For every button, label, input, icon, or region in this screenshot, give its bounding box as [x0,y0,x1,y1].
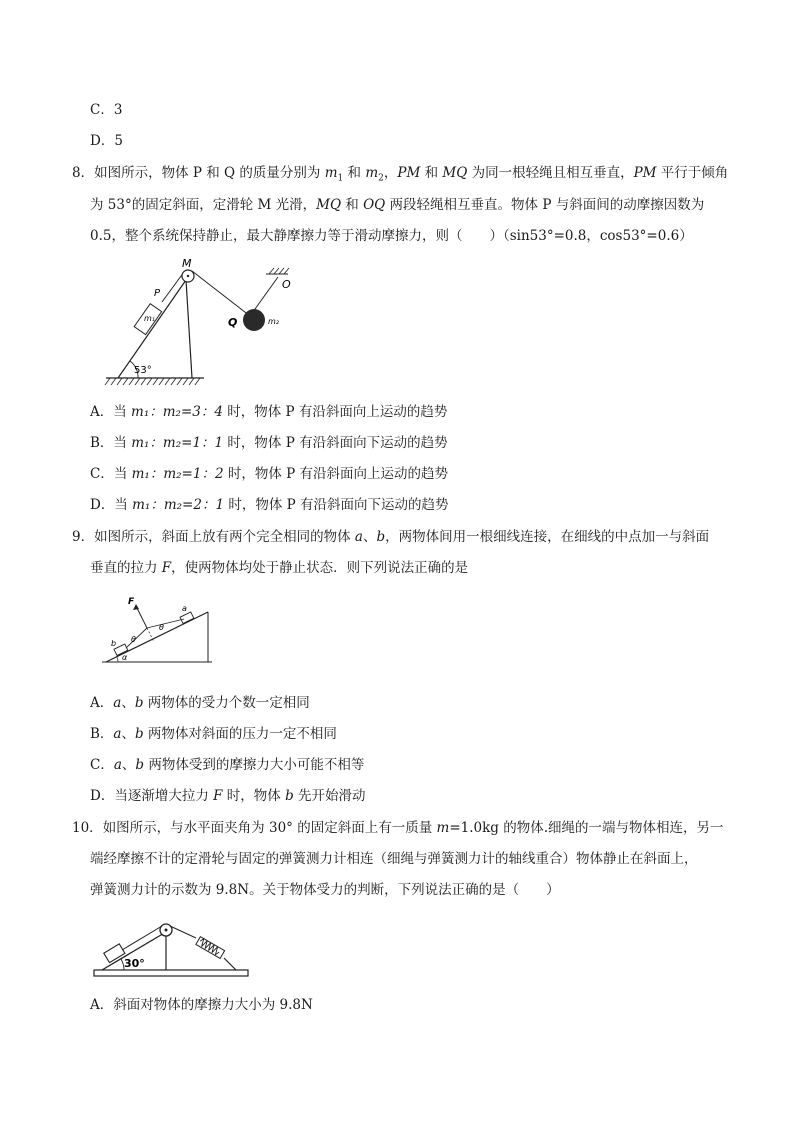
option-prefix: A． [90,695,114,711]
q10-text: 如图所示，与水平面夹角为 30° 的固定斜面上有一质量 [102,820,437,836]
q8-number: 8． [72,165,95,181]
q8-label-m: M [182,258,192,270]
q9-text: ，使两物体均处于静止状态．则下列说法正确的是 [171,560,469,576]
q9-label-f: F [128,597,135,607]
q8-m2: m [365,165,379,181]
q10-option-a: A．斜面对物体的摩擦力大小为 9.8N [90,997,313,1013]
q7-option-d: D．5 [90,133,123,149]
q10-angle-label: 30° [124,957,145,970]
q8-text: 为同一根轻绳且相互垂直， [467,165,634,181]
q8-stem-line-2 [90,196,704,214]
option-prefix: D．当 [90,497,133,513]
q9-option-a [90,694,310,712]
q9-text: ，两物体间用一根细线连接，在细线的中点加一与斜面 [385,529,710,545]
q9-stem-line-1 [72,528,709,546]
q10-m: m [436,820,450,836]
option-text: 时，物体 P 有沿斜面向下运动的趋势 [223,435,448,451]
q8-text: 两段轻绳相互垂直。物体 P 与斜面间的动摩擦因数为 [385,197,705,213]
q8-label-m2: m₂ [268,317,279,326]
option-var-f: F [213,788,223,804]
q8-pm: PM [633,165,657,181]
q8-label-m1: m₁ [144,314,155,323]
q8-text: 为 53°的固定斜面，定滑轮 M 光滑， [90,197,317,213]
q9-text: 、 [362,529,377,545]
option-var-b: b [134,726,144,742]
q9-option-c [90,756,364,774]
q9-figure [100,594,215,666]
option-ratio: m₁：m₂=3：4 [131,404,223,420]
q8-option-d [90,496,449,514]
q9-option-b [90,725,337,743]
option-text: 时，物体 P 有沿斜面向下运动的趋势 [224,497,449,513]
q9-stem-line-2 [90,559,468,577]
option-sep: 、 [121,757,136,773]
q8-label-q: Q [228,316,238,329]
option-text: 先开始滑动 [293,788,366,804]
q8-m1: m [324,165,338,181]
q8-mq: MQ [442,165,468,181]
option-var-a: a [113,726,122,742]
q8-option-c [90,465,448,483]
q8-stem-line-1 [72,164,728,188]
q8-m2-sub: 2 [378,173,384,184]
q10-text: =1.0kg 的物体.细绳的一端与物体相连，另一 [449,820,724,836]
q10-stem-line-1 [72,819,724,837]
q10-stem-line-2: 端经摩擦不计的定滑轮与固定的弹簧测力计相连（细绳与弹簧测力计的轴线重合）物体静止在斜面上， [90,851,698,867]
q9-option-d [90,787,366,805]
q8-label-o: O [282,278,291,291]
q8-mq: MQ [316,197,342,213]
option-var-b: b [135,757,145,773]
option-var-b: b [285,788,294,804]
option-prefix: A．当 [90,404,132,420]
q8-label-p: P [154,288,161,299]
option-text: 两物体的受力个数一定相同 [143,695,310,711]
option-sep: 、 [121,695,135,711]
q9-text: 垂直的拉力 [90,560,162,576]
q8-text: 如图所示，物体 P 和 Q 的质量分别为 [94,165,325,181]
q8-text: 和 [341,197,364,213]
q10-spring-scale [196,937,225,959]
q10-stem-line-3: 弹簧测力计的示数为 9.8N。关于物体受力的判断，下列说法正确的是（ ） [90,882,560,898]
q9-b: b [376,529,386,545]
option-ratio: m₁：m₂=2：1 [132,497,225,513]
q9-a: a [354,529,363,545]
option-text: 时，物体 P 有沿斜面向上运动的趋势 [223,466,449,482]
q10-figure [92,914,252,978]
option-prefix: B． [90,726,114,742]
option-var-b: b [134,695,144,711]
option-prefix: C． [90,757,114,773]
q10-base [94,970,248,976]
q8-text: 和 [420,165,443,181]
q9-label-theta-1: θ [131,635,136,644]
q8-angle-label: 53° [134,365,152,376]
q8-ball-q [243,309,265,331]
q8-stem-line-3: 0.5，整个系统保持静止，最大静摩擦力等于滑动摩擦力，则（ ）（sin53°=0.8，cos53°=0.6） [90,228,693,244]
q9-f: F [161,560,172,576]
option-text: D．当逐渐增大拉力 [90,788,214,804]
q8-text: 和 [343,165,366,181]
q9-label-theta-2: θ [159,623,164,632]
q9-label-a: a [182,604,187,613]
option-text: 时，物体 P 有沿斜面向上运动的趋势 [222,404,448,420]
q10-number: 10． [72,820,103,836]
q9-text: 如图所示，斜面上放有两个完全相同的物体 [94,529,355,545]
q8-m1-sub: 1 [337,173,344,184]
option-text: 两物体受到的摩擦力大小可能不相等 [144,757,365,773]
q8-text: ， [383,165,398,181]
q7-option-c: C．3 [90,102,123,118]
q8-oq: OQ [363,197,386,213]
q8-figure [100,258,310,388]
q9-block-a [180,612,194,624]
option-text: 时，物体 [222,788,286,804]
q8-pm: PM [397,165,421,181]
q8-text: 平行于倾角 [656,165,729,181]
option-text: 两物体对斜面的压力一定不相同 [143,726,337,742]
q8-option-b [90,434,448,452]
option-var-a: a [113,695,122,711]
option-prefix: C．当 [90,466,132,482]
option-ratio: m₁：m₂=1：2 [131,466,224,482]
q9-label-b: b [111,639,117,648]
option-var-a: a [113,757,122,773]
q9-number: 9． [72,529,95,545]
q8-incline [118,280,186,378]
option-sep: 、 [121,726,135,742]
option-prefix: B．当 [90,435,132,451]
q8-option-a [90,403,447,421]
q9-label-alpha: α [122,653,128,662]
option-ratio: m₁：m₂=1：1 [131,435,224,451]
